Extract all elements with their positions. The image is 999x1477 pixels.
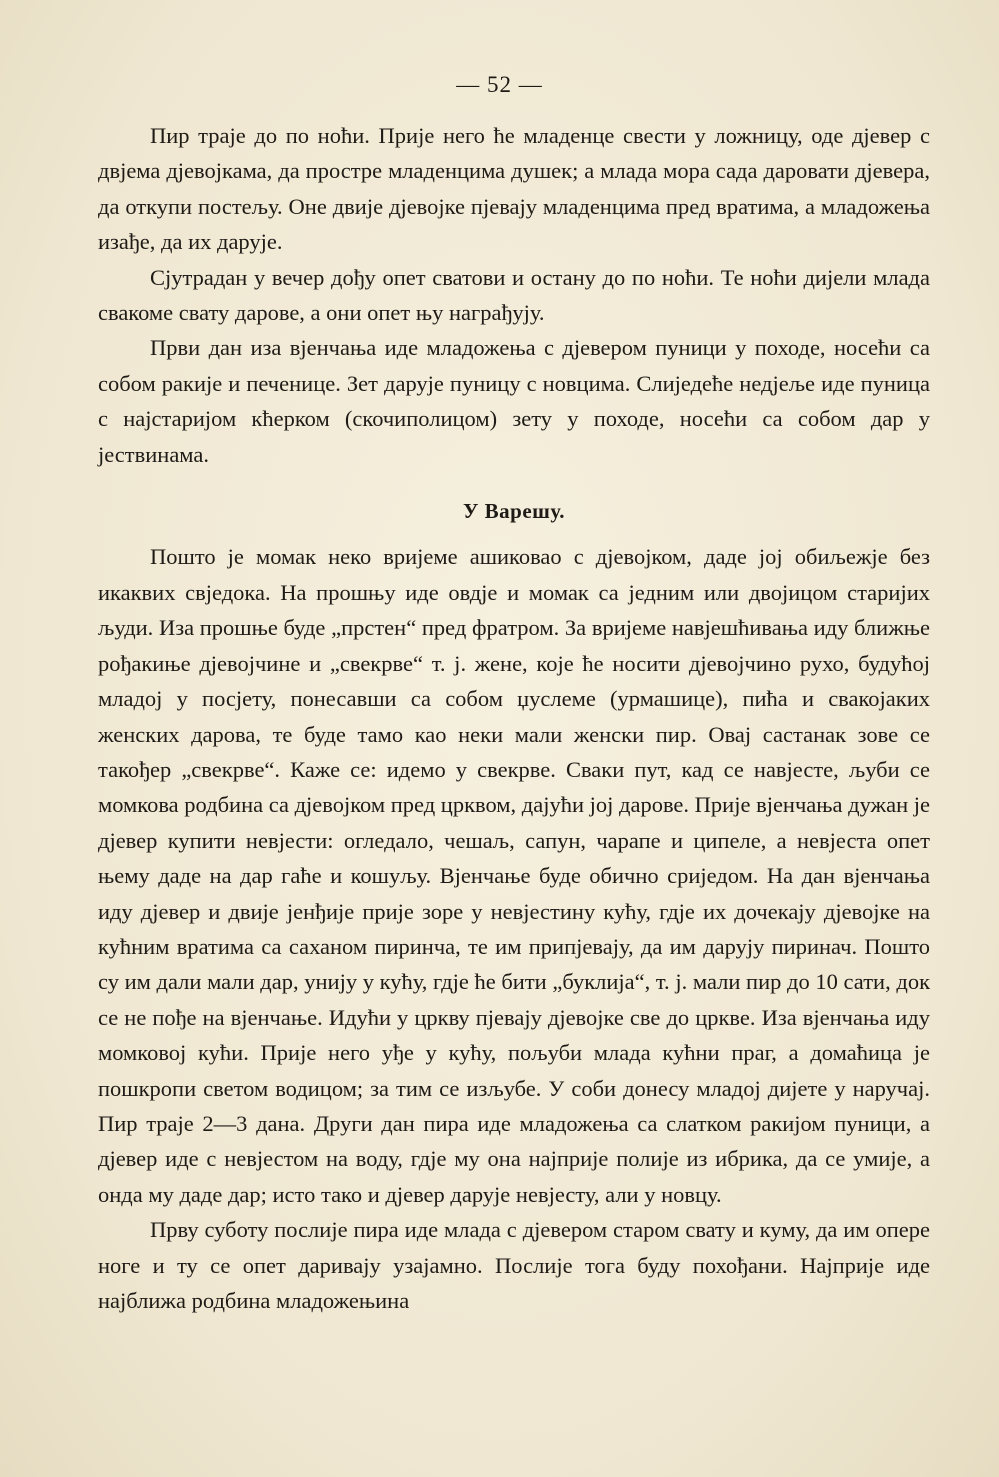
paragraph: Пошто је момак неко вријеме ашиковао с дјевојком, даде јој обиљежје без икаквих свједока. На прошњу иде овдје и момак са једним или двојицом старијих људи. Иза прошње буде „прстен“ пред фратром. За вријеме навјешћивања иду ближње рођакиње дјевојчине и „свекрве“ т. ј. жене, које ће носити дјевојчино рухо, будућој младој у посјету, понесавши са собом џуслеме (урмашице), пића и свакојаких женских дарова, те буде тамо као неки мали женски пир. Овај састанак зове се такођер „свекрве“. Каже се: идемо у свекрве. Сваки пут, кад се навјесте, љуби се момкова родбина са дјевојком пред црквом, дајући јој дарове. Прије вјенчања дужан је дјевер купити невјести: огледало, чешаљ, сапун, чарапе и ципеле, а невјеста опет њему даде на дар гаће и кошуљу. Вјенчање буде обично сриједом. На дан вјенчања иду дјевер и двије јенђије прије зоре у невјестину кућу, гдје их дочекају дјевојке на кућним вратима са саханом пиринча, те им припјевају, да им дарују пиринач. Пошто су им дали мали дар, унију у кућу, гдје ће бити „буклија“, т. ј. мали пир до 10 сати, док се не пође на вјенчање. Идући у цркву пјевају дјевојке све до цркве. Иза вјенчања иду момковој кући. Прије него уђе у кућу, пољуби млада кућни праг, а домаћица је пошкропи светом водицом; за тим се изљубе. У соби донесу младој дијете у наручај. Пир траје 2—3 дана. Други дан пира иде младожења са слатком ракијом пуници, а дјевер иде с невјестом на воду, гдје му она најприје полије из ибрика, да се умије, а онда му даде дар; исто тако и дјевер дарује невјесту, али у новцу.	[98, 544, 930, 1207]
paragraph: Први дан иза вјенчања иде младожења с дјевером пуници у походе, носећи са собом ракије и печенице. Зет дарује пуницу с новцима. Слиједеће недјеље иде пуница с најстаријом кћерком (скочиполицом) зету у походе, носећи са собом дар у јествинама.	[98, 335, 930, 467]
paragraph: Пир траје до по ноћи. Прије него ће младенце свести у ложницу, оде дјевер с двјема дјевојкама, да простре младенцима душек; а млада мора сада даровати дјевера, да откупи постељу. Оне двије дјевојке пјевају младенцима пред вратима, а младожења изађе, да их дарује.	[98, 123, 930, 255]
body-text	[98, 118, 930, 1318]
page-number: — 52 —	[456, 72, 543, 97]
paragraph: Прву суботу послије пира иде млада с дјевером старом свату и куму, да им опере ноге и ту се опет даривају узајамно. Послије тога буду похођани. Најприје иде најближа родбина младожењина	[98, 1217, 930, 1313]
section-heading: У Варешу.	[462, 499, 566, 524]
paragraph: Сјутрадан у вечер дођу опет сватови и остану до по ноћи. Те ноћи дијели млада свакоме свату дарове, а они опет њу награђују.	[98, 264, 930, 326]
